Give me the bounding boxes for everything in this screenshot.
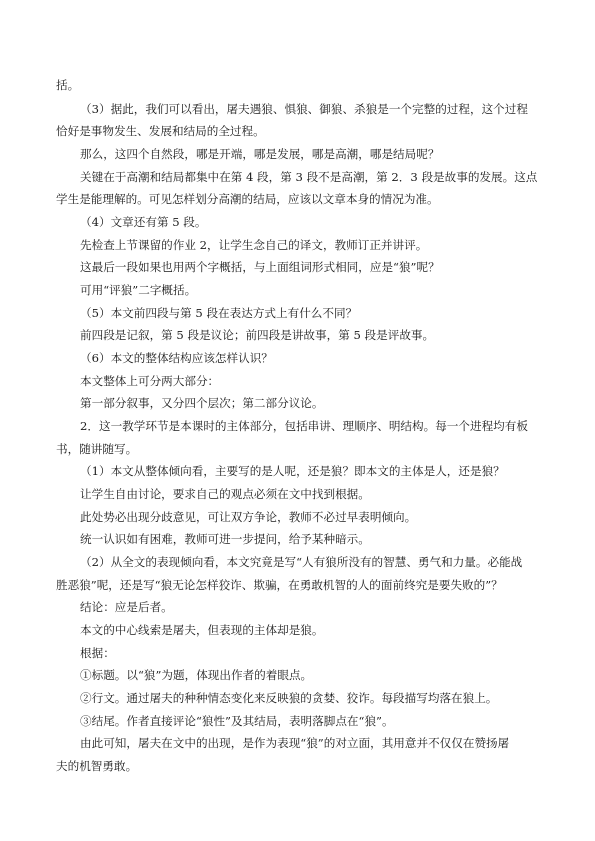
text-line: （2）从全文的表现倾向看，本文究竟是写“人有狼所没有的智慧、勇气和力量。必能战 — [80, 555, 523, 569]
text-line: 根据： — [80, 646, 115, 660]
text-line: 夫的机智勇敢。 — [56, 759, 138, 773]
text-line: 这最后一段如果也用两个字概括，与上面组词形式相同，应是“狼”呢？ — [80, 260, 440, 274]
text-line: 先检查上节课留的作业 2，让学生念自己的译文，教师订正并讲评。 — [80, 238, 428, 252]
text-line: 括。 — [56, 78, 80, 92]
text-line: 第一部分叙事，又分四个层次；第二部分议论。 — [80, 396, 324, 410]
text-line: 关键在于高潮和结局都集中在第 4 段，第 3 段不是高潮，第 2．3 段是故事的发展。这点 — [80, 170, 538, 184]
text-line: 结论：应是后者。 — [80, 600, 173, 614]
text-line: 2．这一教学环节是本课时的主体部分，包括串讲、理顺序、明结构。每一个进程均有板 — [80, 419, 528, 433]
text-line: ②行文。通过屠夫的种种情态变化来反映狼的贪婪、狡诈。每段描写均落在狼上。 — [80, 691, 498, 705]
text-line: （3）据此，我们可以看出，屠夫遇狼、惧狼、御狼、杀狼是一个完整的过程，这个过程 — [80, 102, 528, 116]
text-line: （1）本文从整体倾向看，主要写的是人呢，还是狼？即本文的主体是人，还是狼？ — [80, 464, 505, 478]
text-line: 恰好是事物发生、发展和结局的全过程。 — [56, 124, 265, 138]
text-line: （6）本文的整体结构应该怎样认识？ — [80, 351, 273, 365]
text-line: （5）本文前四段与第 5 段在表达方式上有什么不同？ — [80, 306, 358, 320]
text-line: 本文的中心线索是屠夫，但表现的主体却是狼。 — [80, 623, 324, 637]
text-line: ①标题。以“狼”为题，体现出作者的着眼点。 — [80, 668, 313, 682]
text-line: 胜恶狼”呢，还是写“狼无论怎样狡诈、欺骗，在勇敢机智的人的面前终究是要失败的”？ — [56, 578, 503, 592]
text-line: （4）文章还有第 5 段。 — [80, 215, 207, 229]
text-line: 本文整体上可分两大部分： — [80, 374, 220, 388]
text-line: ③结尾。作者直接评论“狼性”及其结局，表明落脚点在“狼”。 — [80, 714, 394, 728]
text-line: 可用“评狼”二字概括。 — [80, 283, 197, 297]
text-line: 书，随讲随写。 — [56, 442, 138, 456]
text-line: 那么，这四个自然段，哪是开端，哪是发展，哪是高潮，哪是结局呢？ — [80, 147, 440, 161]
text-line: 让学生自由讨论，要求自己的观点必须在文中找到根据。 — [80, 487, 370, 501]
text-line: 由此可知，屠夫在文中的出现，是作为表现“狼”的对立面，其用意并不仅仅在赞扬屠 — [80, 736, 510, 750]
text-line: 学生是能理解的。可见怎样划分高潮的结局，应该以文章本身的情况为准。 — [56, 192, 439, 206]
text-line: 前四段是记叙，第 5 段是议论；前四段是讲故事，第 5 段是评故事。 — [80, 328, 435, 342]
text-line: 统一认识如有困难，教师可进一步提问，给予某种暗示。 — [80, 532, 370, 546]
text-line: 此处势必出现分歧意见，可让双方争论，教师不必过早表明倾向。 — [80, 510, 417, 524]
